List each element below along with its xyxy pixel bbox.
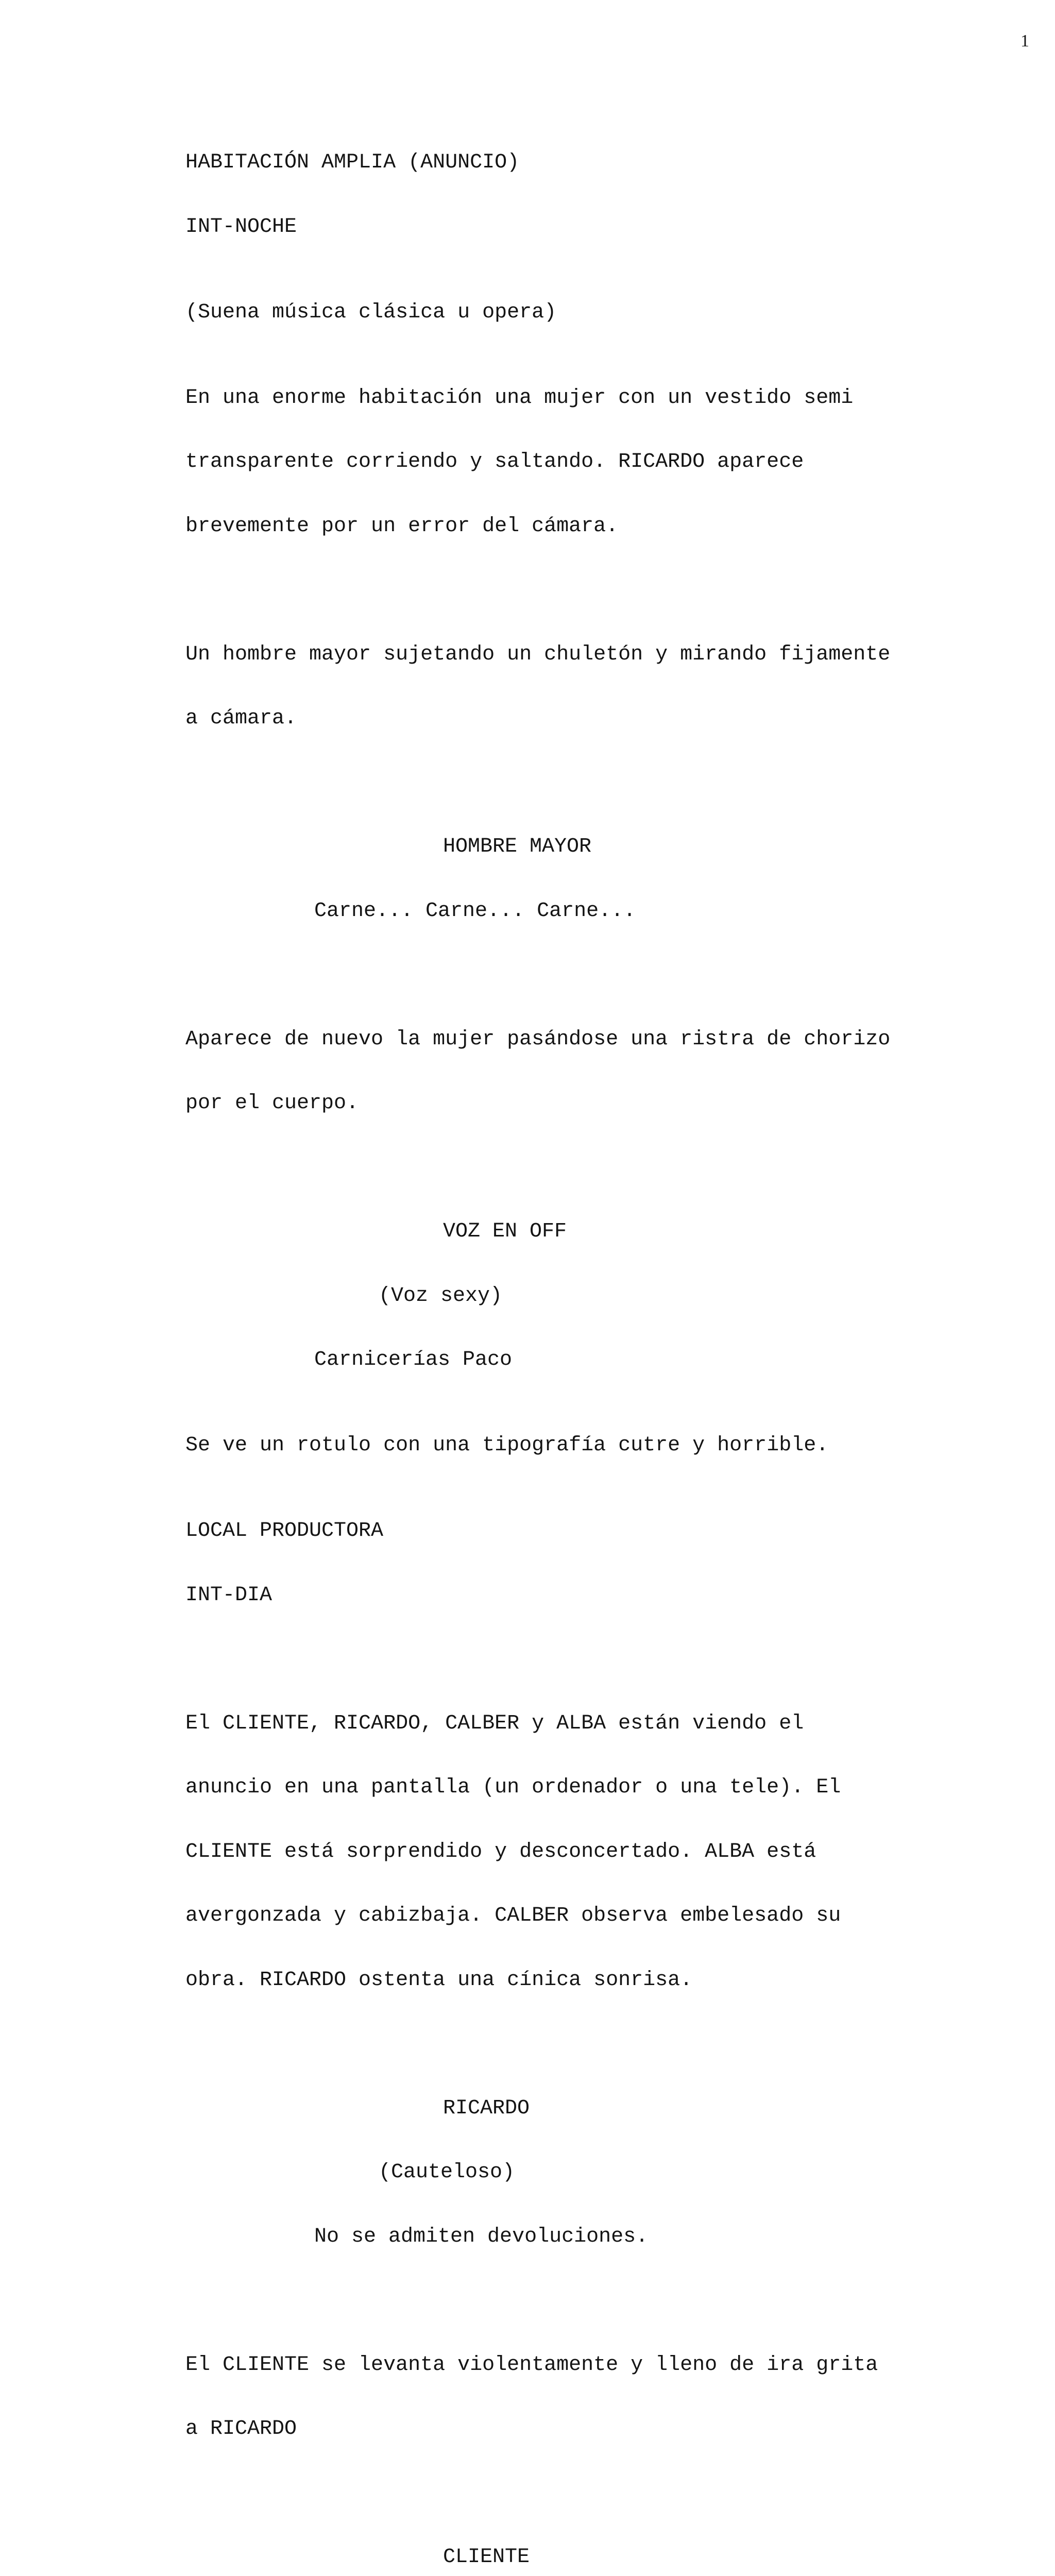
action-line: El CLIENTE, RICARDO, CALBER y ALBA están viendo el [185,1711,804,1735]
screenplay-body [185,109,989,2576]
dialogue-line: Carnicerías Paco [314,1348,513,1371]
scene-heading [185,109,989,280]
parenthetical: (Cauteloso) [379,2161,515,2184]
action-paragraph [185,1670,989,2034]
action-line: brevemente por un error del cámara. [185,514,619,538]
action-line: avergonzada y cabizbaja. CALBER observa embelesado su [185,1904,841,1927]
action-line: Se ve un rotulo con una tipografía cutre y horrible. [185,1434,829,1457]
action-line: anuncio en una pantalla (un ordenador o una tele). El [185,1776,841,1799]
action-line: En una enorme habitación una mujer con un vestido semi [185,386,854,410]
dialogue-block [185,2055,989,2291]
dialogue-line: Carne... Carne... Carne... [314,899,636,923]
action-line: (Suena música clásica u opera) [185,300,557,324]
action-line: obra. RICARDO ostenta una cínica sonrisa. [185,1968,693,1992]
dialogue-block [185,1178,989,1414]
action-line: por el cuerpo. [185,1092,359,1115]
action-paragraph [185,345,989,580]
action-paragraph [185,2312,989,2483]
dialogue-block [185,2504,989,2576]
parenthetical: (Voz sexy) [379,1284,503,1308]
action-paragraph [185,601,989,772]
action-line: CLIENTE está sorprendido y desconcertado. ALBA está [185,1840,816,1863]
character-name: HOMBRE MAYOR [443,835,592,858]
action-line: transparente corriendo y saltando. RICARDO aparece [185,450,804,473]
action-line: a cámara. [185,707,297,730]
action-line: a RICARDO [185,2417,297,2441]
action-paragraph [185,986,989,1157]
action-line: Un hombre mayor sujetando un chuletón y mirando fijamente [185,642,891,666]
action-line: Aparece de nuevo la mujer pasándose una ristra de chorizo [185,1027,891,1051]
action-line: El CLIENTE se levanta violentamente y lleno de ira grita [185,2353,878,2377]
scene-heading-location: LOCAL PRODUCTORA [185,1519,384,1543]
scene-heading [185,1478,989,1649]
character-name: VOZ EN OFF [443,1220,567,1243]
page-number: 1 [1020,31,1029,50]
dialogue-block [185,793,989,964]
dialogue-line: No se admiten devoluciones. [314,2225,649,2248]
scene-heading-time: INT-DIA [185,1583,273,1607]
scene-heading-time: INT-NOCHE [185,215,297,239]
character-name: CLIENTE [443,2546,530,2569]
character-name: RICARDO [443,2096,530,2120]
scene-heading-location: HABITACIÓN AMPLIA (ANUNCIO) [185,151,520,174]
